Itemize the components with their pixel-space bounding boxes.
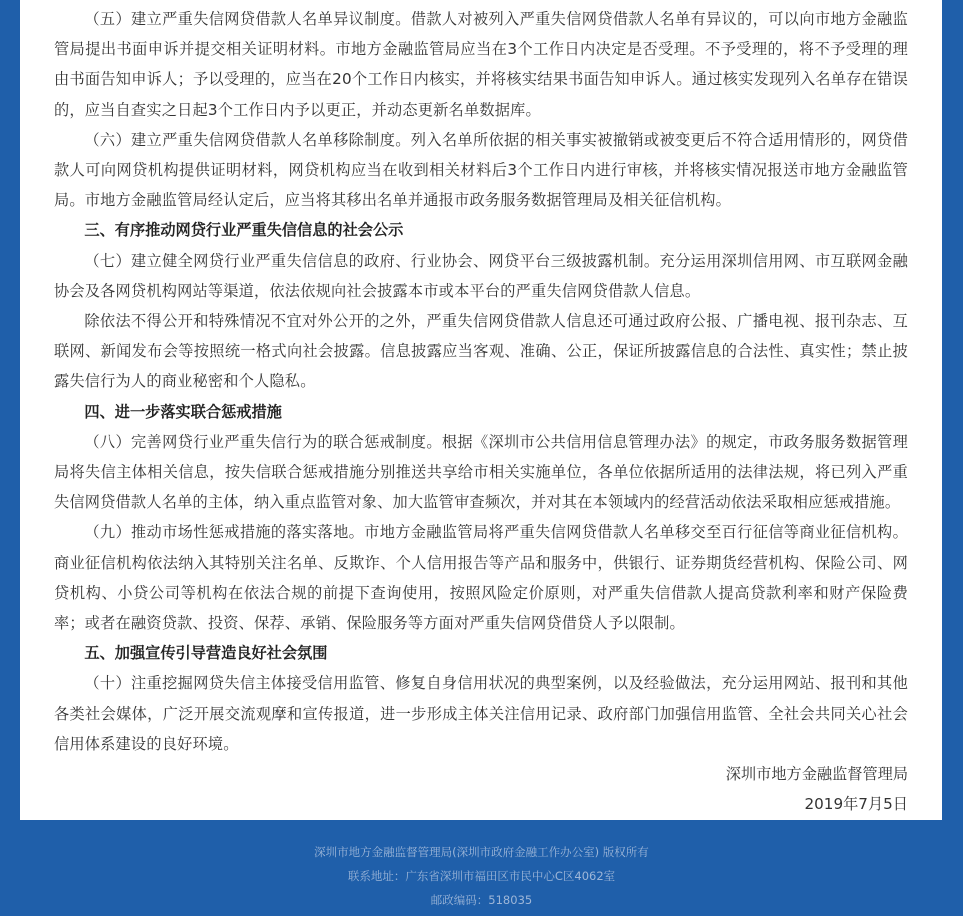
paragraph-five: （五）建立严重失信网贷借款人名单异议制度。借款人对被列入严重失信网贷借款人名单有异议的，可以向市地方金融监管局提出书面申诉并提交相关证明材料。市地方金融监管局应当在3个工作日内决定是否受理。不予受理的，将不予受理的理由书面告知申诉人；予以受理的，应当在20个工作日内核实，并将核实结果书面告知申诉人。通过核实发现列入名单存在错误的，应当自查实之日起3个工作日内予以更正，并动态更新名单数据库。 [54, 10, 908, 119]
footer-address: 联系地址：广东省深圳市福田区市民中心C区4062室 [347, 869, 616, 883]
section-heading-three: 三、有序推动网贷行业严重失信信息的社会公示 [84, 221, 404, 240]
article-content [20, 0, 942, 820]
footer-copyright: 深圳市地方金融监督管理局(深圳市政府金融工作办公室) 版权所有 [314, 845, 649, 859]
paragraph-six: （六）建立严重失信网贷借款人名单移除制度。列入名单所依据的相关事实被撤销或被变更后不符合适用情形的，网贷借款人可向网贷机构提供证明材料，网贷机构应当在收到相关材料后3个工作日内进行审核，并将核实情况报送市地方金融监管局。市地方金融监管局经认定后，应当将其移出名单并通报市政务服务数据管理局及相关征信机构。 [54, 130, 908, 210]
site-footer [0, 840, 963, 912]
paragraph-eight: （八）完善网贷行业严重失信行为的联合惩戒制度。根据《深圳市公共信用信息管理办法》的规定，市政务服务数据管理局将失信主体相关信息，按失信联合惩戒措施分别推送共享给市相关实施单位，各单位依据所适用的法律法规，将已列入严重失信网贷借款人名单的主体，纳入重点监管对象、加大监管审查频次，并对其在本领域内的经营活动依法采取相应惩戒措施。 [54, 432, 908, 512]
date: 2019年7月5日 [804, 795, 908, 814]
paragraph-ten: （十）注重挖掘网贷失信主体接受信用监管、修复自身信用状况的典型案例，以及经验做法，充分运用网站、报刊和其他各类社会媒体，广泛开展交流观摩和宣传报道，进一步形成主体关注信用记录、政府部门加强信用监管、全社会共同关心社会信用体系建设的良好环境。 [54, 674, 908, 753]
footer-postcode: 邮政编码：518035 [430, 893, 533, 907]
paragraph-seven: （七）建立健全网贷行业严重失信信息的政府、行业协会、网贷平台三级披露机制。充分运用深圳信用网、市互联网金融协会及各网贷机构网站等渠道，依法依规向社会披露本市或本平台的严重失信网贷借款人信息。 [54, 251, 908, 300]
signature: 深圳市地方金融监督管理局 [725, 765, 908, 784]
section-heading-five: 五、加强宣传引导营造良好社会氛围 [84, 644, 328, 663]
section-heading-four: 四、进一步落实联合惩戒措施 [84, 402, 282, 421]
paragraph-disclosure: 除依法不得公开和特殊情况不宜对外公开的之外，严重失信网贷借款人信息还可通过政府公报、广播电视、报刊杂志、互联网、新闻发布会等按照统一格式向社会披露。信息披露应当客观、准确、公正，保证所披露信息的合法性、真实性；禁止披露失信行为人的商业秘密和个人隐私。 [54, 312, 908, 391]
paragraph-nine: （九）推动市场性惩戒措施的落实落地。市地方金融监管局将严重失信网贷借款人名单移交至百行征信等商业征信机构。商业征信机构依法纳入其特别关注名单、反欺诈、个人信用报告等产品和服务中，供银行、证券期货经营机构、保险公司、网贷机构、小贷公司等机构在依法合规的前提下查询使用，按照风险定价原则，对严重失信借款人提高贷款利率和财产保险费率；或者在融资贷款、投资、保荐、承销、保险服务等方面对严重失信网贷借贷人予以限制。 [54, 523, 908, 633]
